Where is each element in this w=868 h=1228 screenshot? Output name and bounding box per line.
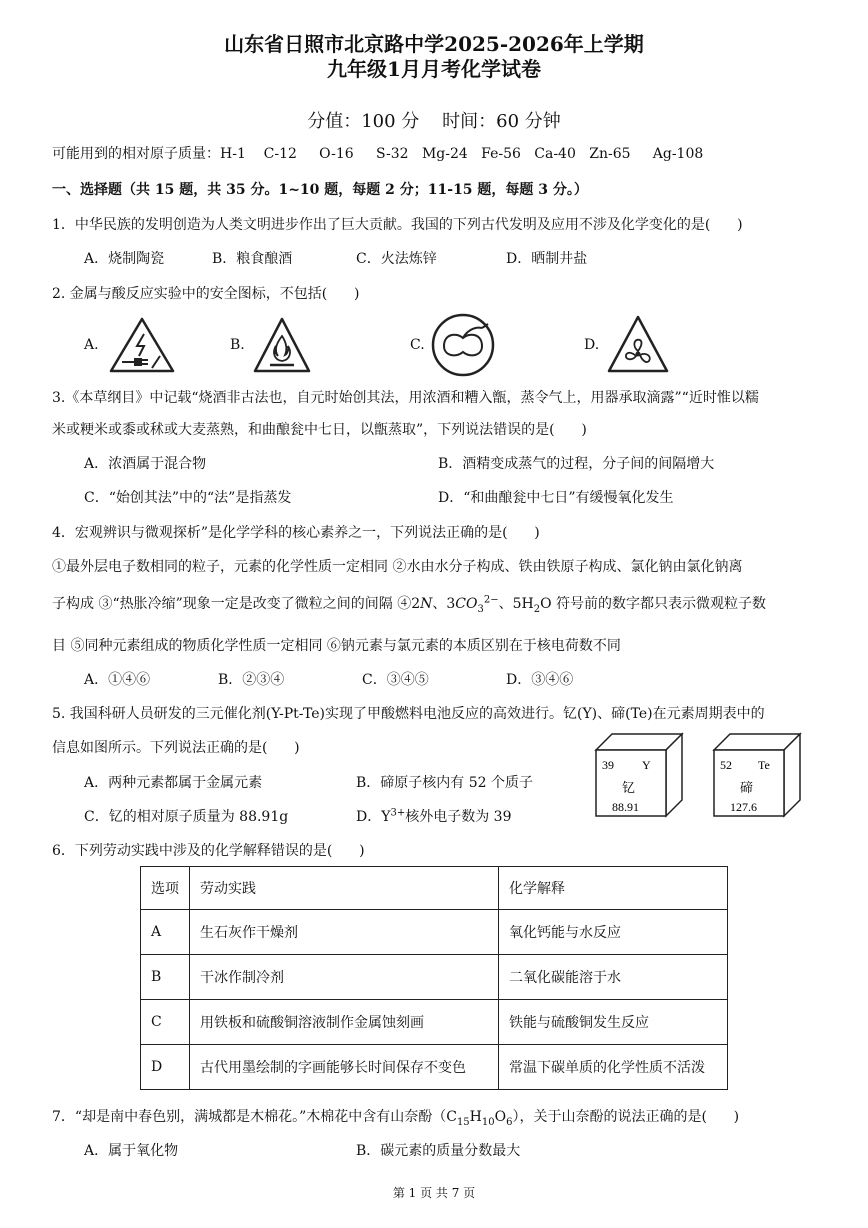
element-y-number: 39 — [602, 758, 614, 772]
q4-line2-part3: 、5H — [498, 596, 534, 612]
q4-line2-part4: O 符号前的数字都只表示微观粒子数 — [540, 596, 767, 612]
table-cell: 干冰作制冷剂 — [190, 955, 499, 1000]
q5-option-d-prefix: D．Y — [356, 809, 391, 825]
ventilation-fan-icon — [606, 314, 670, 378]
q4-option-a[interactable]: A．①④⑥ — [84, 672, 151, 688]
q3-option-d[interactable]: D．“和曲酿瓮中七日”有缓慢氧化发生 — [438, 490, 674, 506]
q4-statements-line3: 目 ⑤同种元素组成的物质化学性质一定相同 ⑥钠元素与氯元素的本质区别在于核电荷数不同 — [52, 638, 621, 654]
element-cube-yttrium — [594, 732, 686, 822]
q2-option-c-letter[interactable]: C. — [410, 337, 425, 353]
table-header-cell: 化学解释 — [499, 867, 728, 910]
table-cell: 铁能与硫酸铜发生反应 — [499, 1000, 728, 1045]
q7-formula-o: O — [494, 1109, 507, 1125]
element-te-number: 52 — [720, 758, 732, 772]
element-te-name: 碲 — [740, 781, 754, 796]
table-row — [141, 1045, 728, 1090]
element-y-name: 钇 — [622, 781, 636, 796]
q5-option-d[interactable] — [356, 807, 511, 827]
q7-option-b[interactable]: B．碳元素的质量分数最大 — [356, 1143, 521, 1159]
q4-option-b[interactable]: B．②③④ — [218, 672, 285, 688]
q4-option-d[interactable]: D．③④⑥ — [506, 672, 574, 688]
element-y-mass: 88.91 — [612, 800, 639, 814]
table-cell: 二氧化碳能溶于水 — [499, 955, 728, 1000]
q5-stem-line2: 信息如图所示。下列说法正确的是( ) — [52, 740, 300, 756]
q4-carbonate-charge: 2− — [483, 594, 499, 606]
q6-stem: 6．下列劳动实践中涉及的化学解释错误的是( ) — [52, 843, 365, 859]
q1-stem: 1．中华民族的发明创造为人类文明进步作出了巨大贡献。我国的下列古代发明及应用不涉及化学变化的是( ) — [52, 217, 743, 233]
atomic-masses: 可能用到的相对原子质量：H-1 C-12 O-16 S-32 Mg-24 Fe-56 Ca-40 Zn-65 Ag-108 — [52, 146, 704, 162]
q7-formula-c-count: 15 — [456, 1116, 470, 1128]
score-time-line: 分值：100 分 时间：60 分钟 — [307, 111, 561, 132]
table-cell: D — [141, 1045, 190, 1090]
section1-title: 一、选择题（共 15 题，共 35 分。1~10 题，每题 2 分；11-15 题，每题 3 分。） — [52, 182, 588, 198]
table-cell: 氧化钙能与水反应 — [499, 910, 728, 955]
table-cell: 古代用墨绘制的字画能够长时间保存不变色 — [190, 1045, 499, 1090]
electric-hazard-icon — [108, 316, 176, 378]
q5-option-b[interactable]: B．碲原子核内有 52 个质子 — [356, 775, 534, 791]
q7-formula-h-count: 10 — [481, 1116, 495, 1128]
q4-statements-line2 — [52, 594, 766, 614]
q5-option-a[interactable]: A．两种元素都属于金属元素 — [84, 775, 263, 791]
q1-option-a[interactable]: A．烧制陶瓷 — [84, 251, 165, 267]
q5-option-c[interactable]: C．钇的相对原子质量为 88.91g — [84, 809, 289, 825]
q4-carbonate-symbol: CO — [455, 596, 478, 612]
table-row — [141, 955, 728, 1000]
q3-option-a[interactable]: A．浓酒属于混合物 — [84, 456, 207, 472]
q2-stem: 2. 金属与酸反应实验中的安全图标，不包括( ) — [52, 286, 360, 302]
table-cell: B — [141, 955, 190, 1000]
element-y-symbol: Y — [642, 758, 651, 772]
q4-option-c[interactable]: C．③④⑤ — [362, 672, 429, 688]
element-cube-tellurium — [712, 732, 804, 822]
q7-stem-part2: ），关于山奈酚的说法正确的是( ) — [512, 1109, 740, 1125]
q4-nitrogen-symbol: N — [420, 596, 433, 612]
exam-title-line2: 九年级1月月考化学试卷 — [327, 57, 541, 81]
table-row — [141, 910, 728, 955]
q4-statements-line1: ①最外层电子数相同的粒子，元素的化学性质一定相同 ②水由水分子构成、铁由铁原子构成、氯化钠由氯化钠离 — [52, 559, 743, 575]
table-header-row — [141, 867, 728, 910]
q4-carbonate-subscript: 3 — [477, 603, 484, 615]
page-footer: 第 1 页 共 7 页 — [392, 1186, 476, 1200]
q5-option-d-charge: 3+ — [390, 807, 406, 819]
table-header-cell: 劳动实践 — [190, 867, 499, 910]
table-cell: A — [141, 910, 190, 955]
table-cell: 用铁板和硫酸铜溶液制作金属蚀刻画 — [190, 1000, 499, 1045]
table-cell: 生石灰作干燥剂 — [190, 910, 499, 955]
q4-line2-part1: 子构成 ③“热胀冷缩”现象一定是改变了微粒之间的间隔 ④2 — [52, 596, 421, 612]
exam-title-line1: 山东省日照市北京路中学2025-2026年上学期 — [224, 32, 644, 56]
q7-formula-h: H — [469, 1109, 482, 1125]
q6-table — [140, 866, 728, 1090]
q3-option-c[interactable]: C．“始创其法”中的“法”是指蒸发 — [84, 490, 292, 506]
q1-option-c[interactable]: C．火法炼锌 — [356, 251, 437, 267]
q7-option-a[interactable]: A．属于氧化物 — [84, 1143, 179, 1159]
q2-option-d-letter[interactable]: D. — [584, 337, 600, 353]
q5-option-d-suffix: 核外电子数为 39 — [405, 809, 512, 825]
q2-option-a-letter[interactable]: A. — [84, 337, 99, 353]
q4-water-subscript: 2 — [533, 603, 541, 615]
table-cell: 常温下碳单质的化学性质不活泼 — [499, 1045, 728, 1090]
q3-stem-line2: 米或粳米或黍或秫或大麦蒸熟，和曲酿瓮中七日，以甑蒸取”，下列说法错误的是( ) — [52, 422, 587, 438]
q3-stem-line1: 3.《本草纲目》中记载“烧酒非古法也，自元时始创其法，用浓酒和糟入甑，蒸令气上，用器承取滴露”“近时惟以糯 — [52, 390, 759, 406]
table-cell: C — [141, 1000, 190, 1045]
q2-option-b-letter[interactable]: B. — [230, 337, 245, 353]
q7-stem-part1: 7．“却是南中春色别，满城都是木棉花。”木棉花中含有山奈酚（C — [52, 1109, 457, 1125]
q4-stem: 4．宏观辨识与微观探析”是化学学科的核心素养之一，下列说法正确的是( ) — [52, 525, 540, 541]
table-header-cell: 选项 — [141, 867, 190, 910]
element-te-symbol: Te — [758, 758, 770, 772]
q3-option-b[interactable]: B．酒精变成蒸气的过程，分子间的间隔增大 — [438, 456, 715, 472]
flame-hazard-icon — [252, 316, 312, 378]
q5-stem-line1: 5. 我国科研人员研发的三元催化剂(Y-Pt-Te)实现了甲酸燃料电池反应的高效进行。钇(Y)、碲(Te)在元素周期表中的 — [52, 706, 765, 722]
q7-formula-o-count: 6 — [506, 1116, 513, 1128]
q4-line2-part2: 、3 — [432, 596, 456, 612]
hot-vessel-icon — [430, 312, 496, 382]
q1-option-d[interactable]: D．晒制井盐 — [506, 251, 588, 267]
table-row — [141, 1000, 728, 1045]
q7-stem — [52, 1107, 739, 1127]
element-te-mass: 127.6 — [730, 800, 757, 814]
q1-option-b[interactable]: B．粮食酿酒 — [212, 251, 293, 267]
